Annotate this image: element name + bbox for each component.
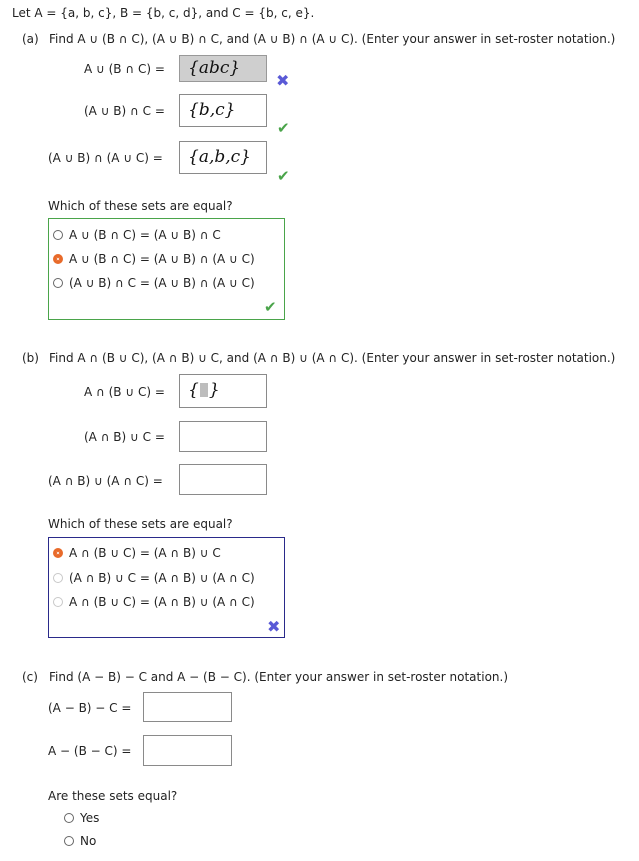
c-difference-2-input[interactable] xyxy=(143,735,232,766)
a-row1-label: A ∪ (B ∩ C) = xyxy=(84,62,165,76)
b-row2-label: (A ∩ B) ∪ C = xyxy=(84,430,165,444)
cross-icon: ✖ xyxy=(267,617,281,636)
b-row1-label: A ∩ (B ∪ C) = xyxy=(84,385,165,399)
b-row1-value xyxy=(188,380,220,400)
b-option-3-label[interactable]: A ∩ (B ∪ C) = (A ∩ B) ∪ (A ∩ C) xyxy=(69,595,255,609)
a-options-panel xyxy=(48,218,285,320)
c-yes-label[interactable]: Yes xyxy=(80,811,100,825)
check-icon: ✔ xyxy=(264,298,277,316)
part-a-label: (a) xyxy=(22,32,39,46)
b-option-3-radio[interactable] xyxy=(53,597,63,607)
part-c-label: (c) xyxy=(22,670,38,684)
b-row1-open-brace: { xyxy=(188,380,199,400)
c-row1-label: (A − B) − C = xyxy=(48,701,132,715)
b-option-2-label[interactable]: (A ∩ B) ∪ C = (A ∩ B) ∪ (A ∩ C) xyxy=(69,571,255,585)
a-row1-value: {abc} xyxy=(188,58,241,78)
b-intersect-union-intersect-input[interactable] xyxy=(179,464,267,495)
a-row2-value: {b,c} xyxy=(188,100,236,120)
b-intersect-union-c-input[interactable] xyxy=(179,421,267,452)
check-icon: ✔ xyxy=(277,119,290,137)
a-row2-label: (A ∪ B) ∩ C = xyxy=(84,104,165,118)
b-option-1-radio[interactable] xyxy=(53,548,63,558)
check-icon: ✔ xyxy=(277,167,290,185)
a-option-1-radio[interactable] xyxy=(53,230,63,240)
b-row3-label: (A ∩ B) ∪ (A ∩ C) = xyxy=(48,474,163,488)
b-option-1-label[interactable]: A ∩ (B ∪ C) = (A ∩ B) ∪ C xyxy=(69,546,221,560)
a-option-2-radio[interactable] xyxy=(53,254,63,264)
problem-intro: Let A = {a, b, c}, B = {b, c, d}, and C = {b, c, e}. xyxy=(12,6,315,20)
c-difference-1-input[interactable] xyxy=(143,692,232,722)
b-intersect-union-input[interactable] xyxy=(179,374,267,408)
part-a-prompt: Find A ∪ (B ∩ C), (A ∪ B) ∩ C, and (A ∪ B) ∩ (A ∪ C). (Enter your answer in set-roster notation.) xyxy=(49,32,616,46)
c-question: Are these sets equal? xyxy=(48,789,178,803)
a-option-3-radio[interactable] xyxy=(53,278,63,288)
a-question: Which of these sets are equal? xyxy=(48,199,233,213)
text-cursor xyxy=(200,383,208,397)
c-row2-label: A − (B − C) = xyxy=(48,744,132,758)
c-no-radio[interactable] xyxy=(64,836,74,846)
b-question: Which of these sets are equal? xyxy=(48,517,233,531)
a-union-intersection-input[interactable] xyxy=(179,55,267,82)
a-option-3-label[interactable]: (A ∪ B) ∩ C = (A ∪ B) ∩ (A ∪ C) xyxy=(69,276,255,290)
a-union-intersect-union-input[interactable] xyxy=(179,141,267,174)
part-c-prompt: Find (A − B) − C and A − (B − C). (Enter your answer in set-roster notation.) xyxy=(49,670,509,684)
b-options-panel xyxy=(48,537,285,638)
cross-icon: ✖ xyxy=(276,71,290,90)
a-option-1-label[interactable]: A ∪ (B ∩ C) = (A ∪ B) ∩ C xyxy=(69,228,221,242)
a-union-intersect-c-input[interactable] xyxy=(179,94,267,127)
a-row3-value: {a,b,c} xyxy=(188,147,251,167)
c-no-label[interactable]: No xyxy=(80,834,97,848)
part-b-prompt: Find A ∩ (B ∪ C), (A ∩ B) ∪ C, and (A ∩ B) ∪ (A ∩ C). (Enter your answer in set-roster notation.) xyxy=(49,351,616,365)
c-yes-radio[interactable] xyxy=(64,813,74,823)
part-b-label: (b) xyxy=(22,351,39,365)
a-option-2-label[interactable]: A ∪ (B ∩ C) = (A ∪ B) ∩ (A ∪ C) xyxy=(69,252,255,266)
a-row3-label: (A ∪ B) ∩ (A ∪ C) = xyxy=(48,151,163,165)
b-option-2-radio[interactable] xyxy=(53,573,63,583)
b-row1-close-brace: } xyxy=(208,380,220,400)
